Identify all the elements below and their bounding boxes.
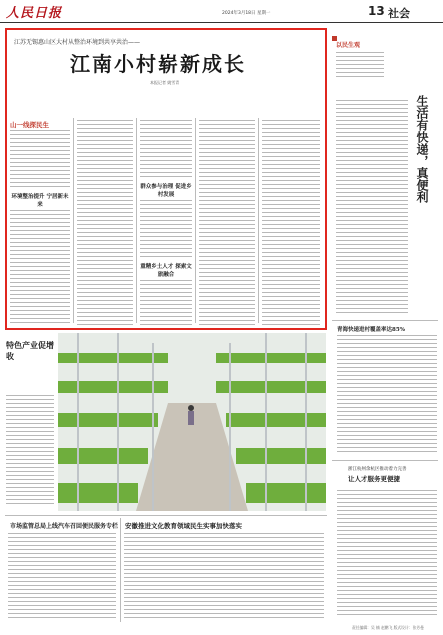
article-text-block — [10, 210, 70, 325]
brief-title: 青海快递进村覆盖率达85% — [337, 327, 405, 333]
greenhouse-photo — [58, 333, 326, 511]
brief2-text-block — [337, 490, 437, 618]
article-byline: 本报记者 姚雪青 — [150, 80, 180, 85]
article-text-block — [10, 130, 70, 190]
opinion-text-block — [336, 100, 408, 315]
article-subhead: 群众参与治理 促进乡村发展 — [140, 184, 192, 198]
column-rule — [258, 118, 259, 323]
bottom-mid-text — [124, 533, 324, 621]
column-rule — [136, 118, 137, 323]
section-name: 社会 — [388, 7, 410, 20]
article-subhead: 重精乡土人才 探索文旅融合 — [140, 264, 192, 278]
dateline: 2024年3月18日 星期一 — [222, 11, 271, 16]
photo-caption-text — [6, 395, 54, 505]
bottom-mid-headline: 安徽推进文化教育领域民生实事加快落实 — [125, 522, 242, 530]
column-rule — [120, 518, 121, 622]
page-number: 13 — [368, 4, 385, 18]
article-headline: 江南小村崭新成长 — [70, 52, 246, 76]
column-rule — [195, 118, 196, 323]
article-text-block — [140, 280, 192, 325]
column-rule — [73, 118, 74, 323]
brief2-title: 让人才服务更便捷 — [348, 475, 400, 483]
brief-text-block — [337, 335, 437, 455]
column-label: 以民生观 — [336, 42, 361, 49]
article-kicker: 江苏无锡惠山区大村从整治环境到共享共治—— — [14, 39, 141, 46]
photo-caption-title: 特色产业促增收 — [6, 340, 54, 361]
article-text-block — [140, 200, 192, 260]
article-text-block — [199, 120, 255, 325]
article-text-block — [140, 120, 192, 180]
article-text-block — [262, 120, 320, 325]
opinion-title: 生活有快递，真便利 — [415, 95, 429, 203]
column-intro-text — [336, 52, 384, 77]
newspaper-logo: 人民日报 — [6, 6, 63, 21]
section-rule — [5, 515, 327, 516]
bottom-left-text — [8, 533, 116, 621]
page-footer: 责任编辑：吴 楠 赵鹏飞 版式设计：张芳曼 — [352, 625, 424, 630]
column-label: 山一线探民生 — [10, 121, 49, 129]
column-rule — [332, 320, 438, 321]
column-rule — [332, 460, 438, 461]
article-text-block — [77, 120, 133, 325]
greenhouse-illustration — [58, 333, 326, 511]
article-subhead: 环境整治提升 宁居新未来 — [11, 194, 69, 208]
brief2-kicker: 浙江杭州余杭区推动着力完善 — [348, 467, 407, 472]
bottom-left-headline: 市场监管总局上线汽车召回便民服务专栏 — [10, 523, 119, 530]
